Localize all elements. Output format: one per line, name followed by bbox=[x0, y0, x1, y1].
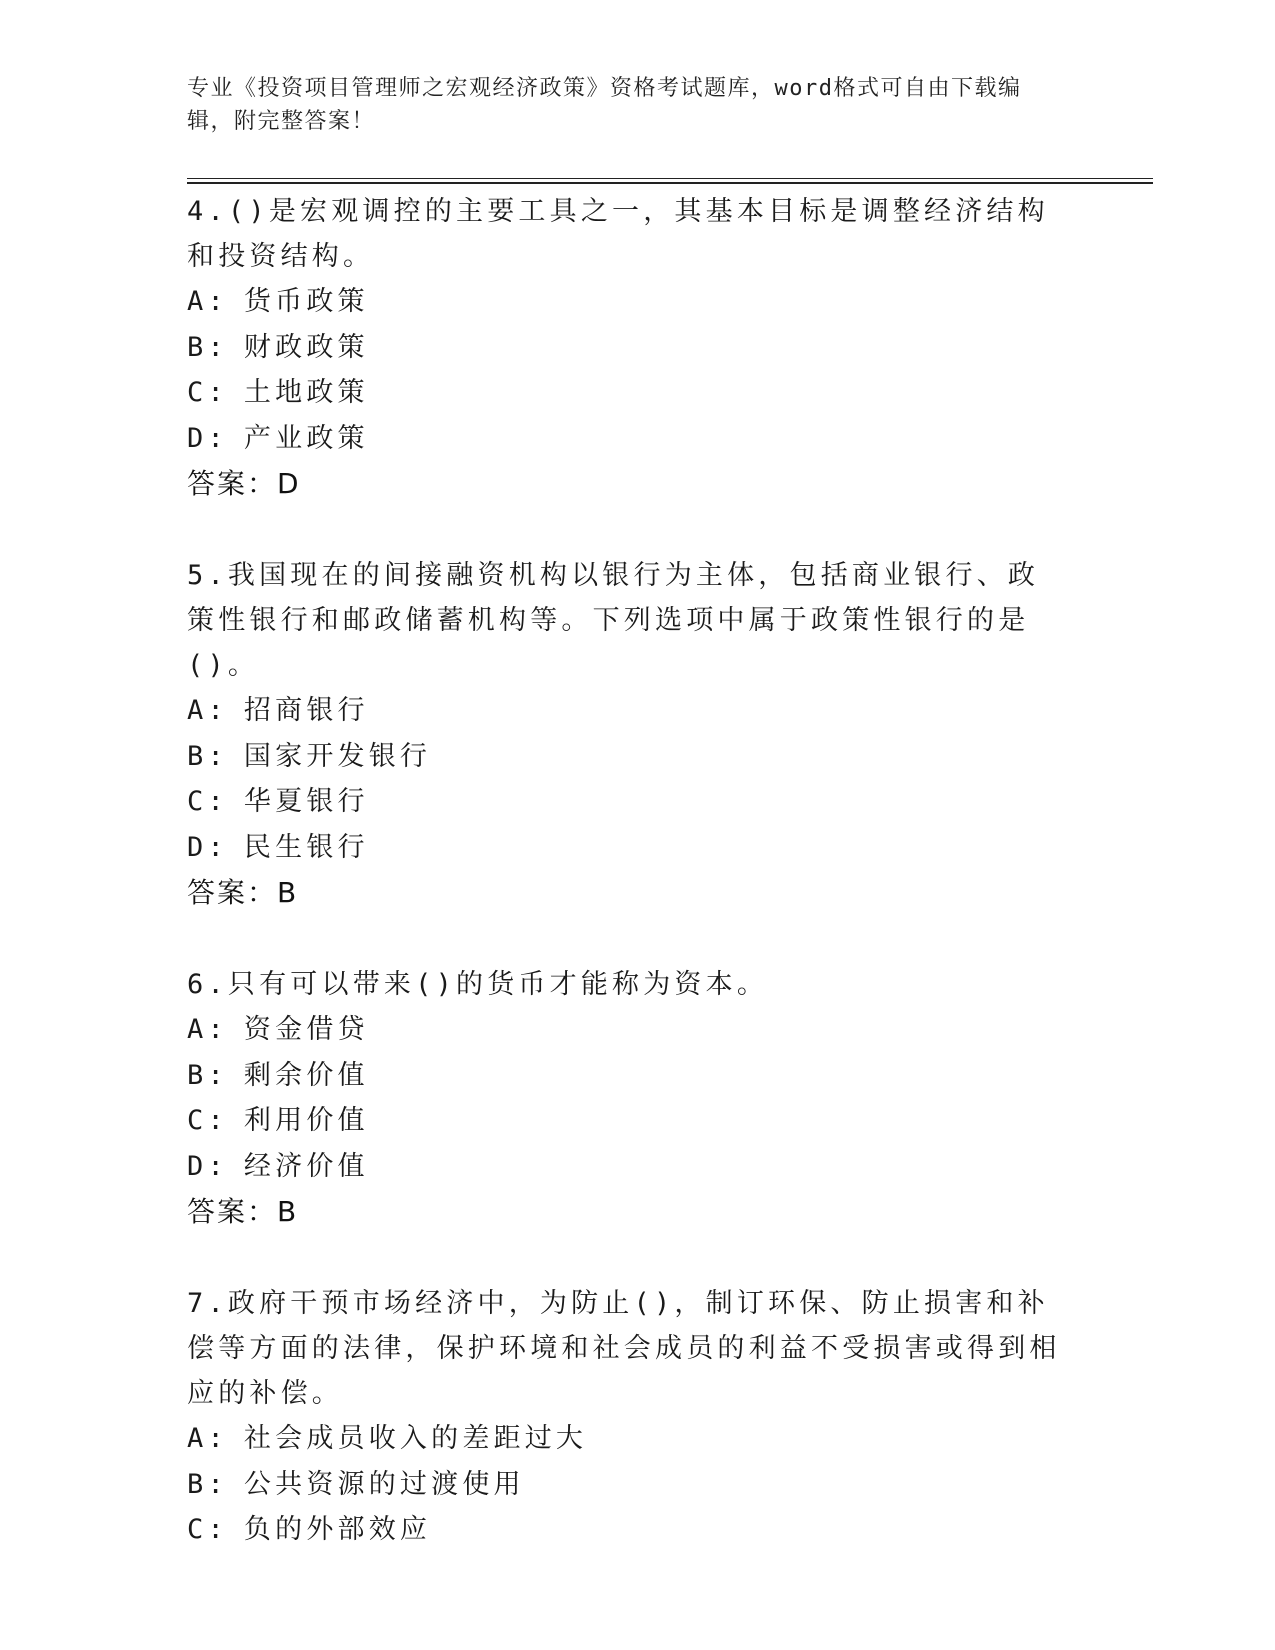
option-text: 社会成员收入的差距过大 bbox=[243, 1423, 588, 1454]
question-item bbox=[187, 962, 1067, 1235]
option-d bbox=[187, 416, 1067, 462]
option-text: 土地政策 bbox=[243, 377, 369, 408]
option-text: 财政政策 bbox=[243, 331, 369, 363]
option-text: 利用价值 bbox=[243, 1105, 369, 1136]
option-text: 剩余价值 bbox=[243, 1059, 369, 1091]
option-text: 公共资源的过渡使用 bbox=[243, 1468, 525, 1500]
option-c bbox=[187, 779, 1067, 825]
option-text: 负的外部效应 bbox=[243, 1514, 432, 1545]
option-a bbox=[187, 688, 1067, 734]
answer-line: 答案：D bbox=[187, 467, 301, 500]
question-list bbox=[187, 189, 1067, 1599]
option-d bbox=[187, 1144, 1067, 1190]
question-stem: 5.我国现在的间接融资机构以银行为主体，包括商业银行、政策性银行和邮政储蓄机构等。下列选项中属于政策性银行的是()。 bbox=[187, 560, 1040, 681]
option-key: D: bbox=[187, 1150, 228, 1182]
option-text: 经济价值 bbox=[243, 1150, 369, 1182]
question-item bbox=[187, 189, 1067, 507]
option-text: 货币政策 bbox=[243, 286, 369, 317]
option-key: B: bbox=[187, 331, 228, 363]
option-b bbox=[187, 1462, 1067, 1508]
answer-line: 答案：B bbox=[187, 1195, 299, 1228]
option-d bbox=[187, 825, 1067, 871]
option-key: C: bbox=[187, 1514, 228, 1545]
question-item bbox=[187, 1281, 1067, 1553]
question-stem: 7.政府干预市场经济中，为防止()，制订环保、防止损害和补偿等方面的法律，保护环境和社会成员的利益不受损害或得到相应的补偿。 bbox=[187, 1288, 1061, 1409]
option-key: C: bbox=[187, 786, 228, 817]
option-key: D: bbox=[187, 422, 228, 454]
option-text: 招商银行 bbox=[243, 695, 369, 726]
option-a bbox=[187, 279, 1067, 325]
option-b bbox=[187, 1053, 1067, 1099]
option-b bbox=[187, 734, 1067, 780]
option-key: A: bbox=[187, 1423, 228, 1454]
option-c bbox=[187, 370, 1067, 416]
question-item bbox=[187, 553, 1067, 916]
option-text: 产业政策 bbox=[243, 422, 369, 454]
option-text: 资金借贷 bbox=[243, 1014, 369, 1045]
question-stem: 6.只有可以带来()的货币才能称为资本。 bbox=[187, 969, 769, 1000]
option-text: 华夏银行 bbox=[243, 786, 369, 817]
option-key: D: bbox=[187, 831, 228, 863]
option-c bbox=[187, 1098, 1067, 1144]
header-divider-thin bbox=[187, 178, 1153, 179]
question-stem: 4.()是宏观调控的主要工具之一，其基本目标是调整经济结构和投资结构。 bbox=[187, 196, 1049, 272]
option-key: B: bbox=[187, 1468, 228, 1500]
option-key: A: bbox=[187, 695, 228, 726]
option-key: C: bbox=[187, 377, 228, 408]
option-text: 国家开发银行 bbox=[243, 740, 432, 772]
option-key: B: bbox=[187, 1059, 228, 1091]
document-header: 专业《投资项目管理师之宏观经济政策》资格考试题库，word格式可自由下载编辑，附完整答案！ bbox=[187, 76, 1022, 134]
option-a bbox=[187, 1007, 1067, 1053]
option-key: A: bbox=[187, 286, 228, 317]
option-c bbox=[187, 1507, 1067, 1553]
option-key: B: bbox=[187, 740, 228, 772]
answer-line: 答案：B bbox=[187, 876, 299, 909]
option-text: 民生银行 bbox=[243, 831, 369, 863]
option-b bbox=[187, 325, 1067, 371]
header-divider-thick bbox=[187, 182, 1153, 184]
option-key: A: bbox=[187, 1014, 228, 1045]
option-a bbox=[187, 1416, 1067, 1462]
option-key: C: bbox=[187, 1105, 228, 1136]
